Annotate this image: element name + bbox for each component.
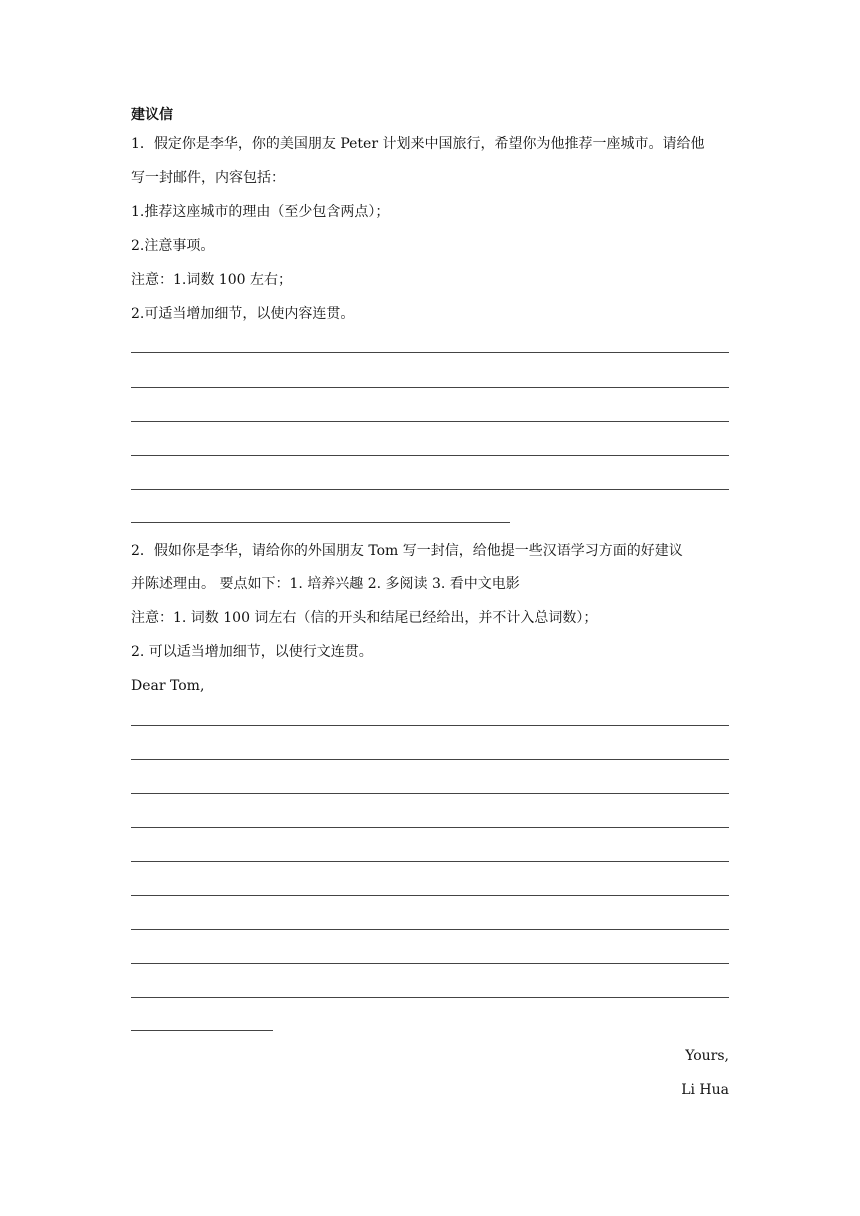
q1-prompt-line-1: 1．假定你是李华，你的美国朋友 Peter 计划来中国旅行，希望你为他推荐一座城市。请给他 [131, 136, 705, 152]
q1-prompt-line-2: 写一封邮件，内容包括： [131, 170, 285, 186]
q2-answer-line[interactable] [131, 963, 729, 964]
q1-answer-line-short[interactable] [131, 522, 510, 523]
q2-note-2: 2. 可以适当增加细节，以使行文连贯。 [131, 644, 373, 660]
section-title: 建议信 [131, 107, 173, 123]
q2-note-1: 注意：1. 词数 100 词左右（信的开头和结尾已经给出，并不计入总词数）； [131, 610, 598, 626]
q1-answer-line[interactable] [131, 421, 729, 422]
q1-point-1: 1.推荐这座城市的理由（至少包含两点）； [131, 204, 390, 220]
q2-answer-line[interactable] [131, 759, 729, 760]
q1-point-2: 2.注意事项。 [131, 238, 215, 254]
q1-note-1: 注意：1.词数 100 左右； [131, 272, 292, 288]
q1-answer-line[interactable] [131, 352, 729, 353]
q1-answer-line[interactable] [131, 387, 729, 388]
q2-answer-line[interactable] [131, 929, 729, 930]
letter-signature: Li Hua [681, 1082, 729, 1098]
q2-answer-line-short[interactable] [131, 1030, 273, 1031]
q2-answer-line[interactable] [131, 997, 729, 998]
q2-answer-line[interactable] [131, 793, 729, 794]
q1-answer-line[interactable] [131, 489, 729, 490]
q1-answer-line[interactable] [131, 455, 729, 456]
q2-prompt-line-2: 并陈述理由。 要点如下：1. 培养兴趣 2. 多阅读 3. 看中文电影 [131, 576, 520, 592]
q2-answer-line[interactable] [131, 827, 729, 828]
letter-closing: Yours, [685, 1048, 729, 1064]
q1-note-2: 2.可适当增加细节，以使内容连贯。 [131, 306, 355, 322]
q2-answer-line[interactable] [131, 861, 729, 862]
q2-prompt-line-1: 2．假如你是李华，请给你的外国朋友 Tom 写一封信，给他提一些汉语学习方面的好建议 [131, 543, 683, 559]
letter-salutation: Dear Tom, [131, 678, 205, 694]
q2-answer-line[interactable] [131, 895, 729, 896]
q2-answer-line[interactable] [131, 725, 729, 726]
